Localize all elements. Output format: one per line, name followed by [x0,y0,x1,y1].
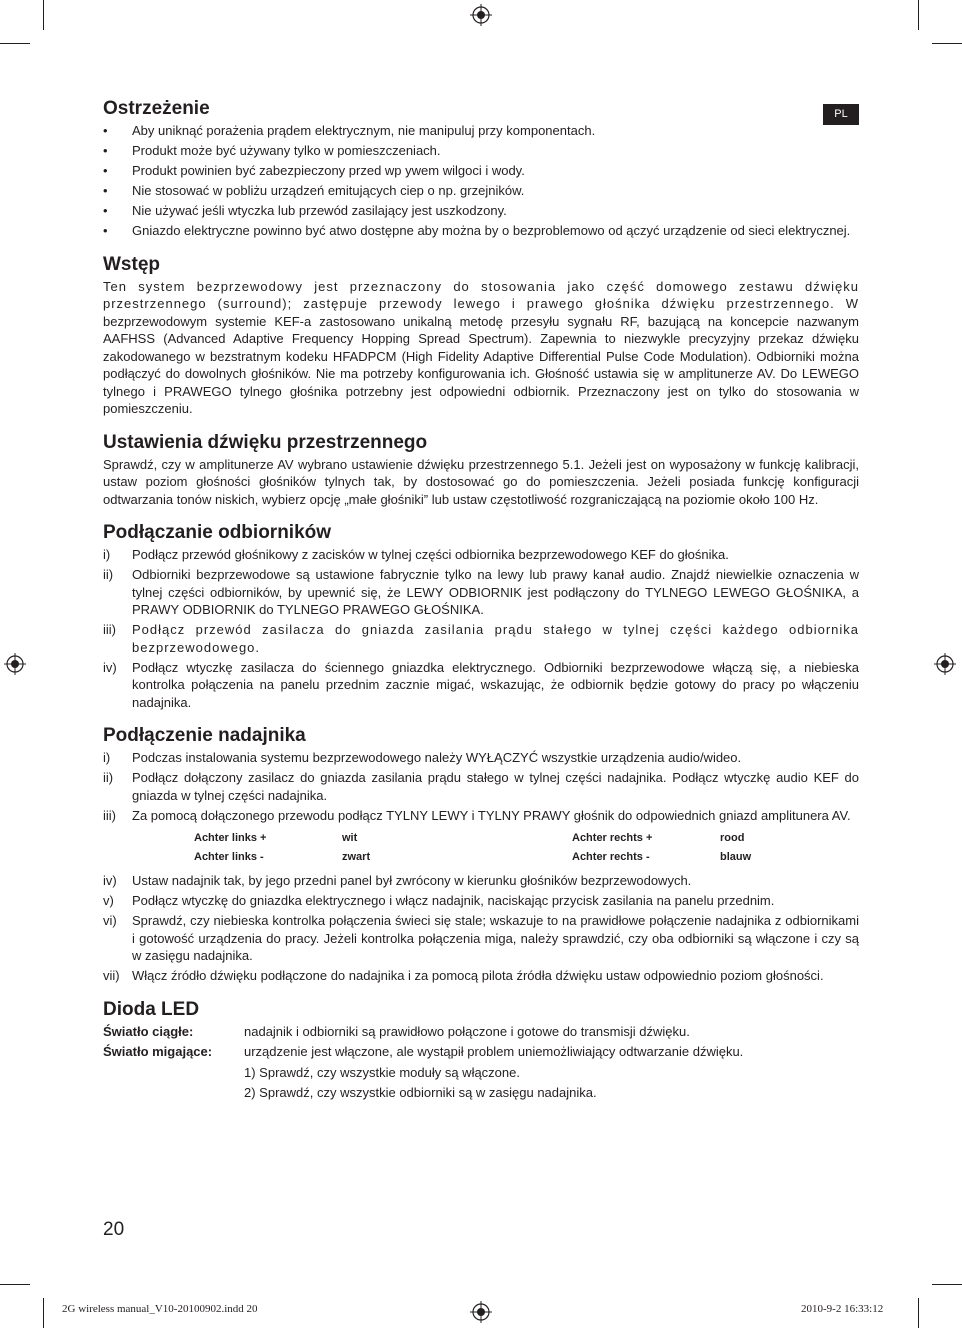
list-item: iv) Podłącz wtyczkę zasilacza do ściennego gniazdka elektrycznego. Odbiorniki bezprzewodowe włączą się, a niebieska kontrolka połączenia na panelu przednim zacznie migać, wskazując, że odbiornik będzie gotowy do pracy po włączeniu nadajnika. [103,659,859,710]
page-number: 20 [103,1219,125,1240]
crop-mark [43,0,44,30]
crop-mark [918,0,919,30]
list-item: i) Podłącz przewód głośnikowy z zacisków w tylnej części odbiornika bezprzewodowego KEF do głośnika. [103,547,729,562]
led-blink-row [103,1043,859,1061]
surround-paragraph: Sprawdź, czy w amplitunerze AV wybrano ustawienie dźwięku przestrzennego 5.1. Jeżeli jest on wyposażony w funkcję kalibracji, ustaw poziom głośności głośników tylnych tak, by dostosować go do pomieszczenia. Jeżeli posiada funkcję konfiguracji odtwarzania tonów niskich, wybierz opcję „małe głośniki” lub ustaw częstotliwość rozgraniczającą na poziomie około 100 Hz. [103,456,859,507]
table-cell: wit [342,831,358,844]
list-item: • Nie używać jeśli wtyczka lub przewód zasilający jest uszkodzony. [103,203,507,218]
surround-heading: Ustawienia dźwięku przestrzennego [103,431,428,453]
table-cell: Achter rechts + [572,831,653,844]
table-cell: blauw [720,850,752,863]
registration-mark-icon [470,1301,492,1323]
list-item: • Produkt powinien być zabezpieczony przed wp ywem wilgoci i wody. [103,163,525,178]
receivers-section [103,522,859,711]
transmitter-heading: Podłączenie nadajnika [103,725,306,746]
list-item: • Produkt może być używany tylko w pomieszczeniach. [103,143,441,158]
led-blink-label: Światło migające: [103,1044,213,1059]
crop-mark [932,43,962,44]
transmitter-section [103,725,859,985]
crop-mark [932,1284,962,1285]
registration-mark-icon [934,653,956,675]
list-item: • Gniazdo elektryczne powinno być atwo dostępne aby można by o bezproblemowo od ączyć urządzenie od sieci elektrycznej. [103,223,851,238]
warning-list [103,122,859,240]
list-item: iv) Ustaw nadajnik tak, by jego przedni panel był zwrócony w kierunku głośników bezprzewodowych. [103,873,692,888]
list-item: v) Podłącz wtyczkę do gniazdka elektrycznego i włącz nadajnik, naciskając przycisk zasilania na panelu przednim. [103,893,775,908]
list-item: iii) Podłącz przewód zasilacza do gniazda zasilania prądu stałego w tylnej części każdego odbiornika bezprzewodowego. [103,622,859,655]
list-item: ii) Podłącz dołączony zasilacz do gniazda zasilania prądu stałego w tylnej części nadajnika. Podłącz wtyczkę audio KEF do gniazda w tylnej części nadajnika. [103,770,859,803]
list-item: i) Podczas instalowania systemu bezprzewodowego należy WYŁĄCZYĆ wszystkie urządzenia audio/wideo. [103,750,742,765]
table-cell: Achter rechts - [572,850,650,863]
table-cell: rood [720,831,745,844]
led-blink-text: urządzenie jest włączone, ale wystąpił problem uniemożliwiający odtwarzanie dźwięku. [244,1044,744,1059]
list-item: • Aby uniknąć porażenia prądem elektrycznym, nie manipuluj przy komponentach. [103,123,596,138]
warning-section [103,98,859,240]
registration-mark-icon [470,4,492,26]
registration-mark-icon [4,653,26,675]
crop-mark [918,1298,919,1328]
transmitter-list-continued [103,872,859,985]
crop-mark [0,1284,30,1285]
page-content [103,98,859,1116]
intro-paragraph: Ten system bezprzewodowy jest przeznaczony do stosowania jako część domowego zestawu dźwięku przestrzennego (surround); zastępuje przewody lewego i prawego głośnika dźwięku przestrzennego. W bezprzewodowym systemie KEF-a zastosowano unikalną metodę przesyłu sygnału RF, bazującą na koncepcie nazwanym AAFHSS (Advanced Adaptive Frequency Hopping Spread Spectrum). Zapewnia to niezwykle precyzyjny przekaz dźwięku zakodowanego w bezstratnym kodeku HFADPCM (High Fidelity Adaptive Differential Pulse Code Modulation). Odbiorniki można podłączyć do dowolnych głośników. Nie ma potrzeby konfigurowania ich. Głośność ustawia się w amplitunerze AV. Do LEWEGO tylnego i PRAWEGO tylnego głośnika potrzebny jest odpowiedni odbiornik. Przeznaczony jest on tylko do stosowania w pomieszczeniu. [103,278,859,416]
led-section [103,999,859,1102]
list-item: iii) Za pomocą dołączonego przewodu podłącz TYLNY LEWY i TYLNY PRAWY głośnik do odpowiednich gniazd amplitunera AV. [103,807,851,823]
wire-color-table [194,828,751,866]
led-steady-label: Światło ciągłe: [103,1023,194,1039]
led-heading: Dioda LED [103,998,200,1020]
intro-heading: Wstęp [103,253,160,275]
led-blink-step: 2) Sprawdź, czy wszystkie odbiorniki są w zasięgu nadajnika. [244,1085,597,1100]
led-steady-row [103,1023,859,1041]
table-cell: Achter links + [194,831,267,844]
led-blink-step: 1) Sprawdź, czy wszystkie moduły są włączone. [244,1064,520,1080]
table-row [194,828,751,847]
table-cell: zwart [342,850,371,863]
footer-timestamp: 2010-9-2 16:33:12 [801,1303,884,1315]
list-item: • Nie stosować w pobliżu urządzeń emitujących ciep o np. grzejników. [103,183,525,198]
list-item: ii) Odbiorniki bezprzewodowe są ustawione fabrycznie tylko na lewy lub prawy kanał audio. Znajdź niewielkie oznaczenia w tylnej części odbiorników, by upewnić się, że LEWY ODBIORNIK jest podłączony do TYLNEGO LEWEGO GŁOŚNIKA, a PRAWY ODBIORNIK do TYLNEGO PRAWEGO GŁOŚNIKA. [103,567,859,617]
table-cell: Achter links - [194,850,264,863]
intro-section [103,254,859,418]
language-badge: PL [823,104,859,125]
table-row [194,847,751,866]
footer-filename: 2G wireless manual_V10-20100902.indd 20 [62,1303,258,1315]
warning-heading: Ostrzeżenie [103,98,210,119]
list-item: vi) Sprawdź, czy niebieska kontrolka połączenia świeci się stale; wskazuje to na prawidłowe połączenie nadajnika z odbiornikami i gotowość urządzenia do pracy. Jeżeli kontrolka połączenia miga, należy sprawdzić, czy oba odbiorniki są włączone i czy są w zasięgu nadajnika. [103,913,859,963]
transmitter-list [103,749,859,824]
list-item: vii) Włącz źródło dźwięku podłączone do nadajnika i za pomocą pilota źródła dźwięku ustaw odpowiednio poziom głośności. [103,968,824,983]
crop-mark [43,1298,44,1328]
receivers-list [103,546,859,711]
surround-section [103,432,859,509]
crop-mark [0,43,30,44]
receivers-heading: Podłączanie odbiorników [103,522,332,543]
led-steady-text: nadajnik i odbiorniki są prawidłowo połączone i gotowe do transmisji dźwięku. [244,1023,690,1039]
